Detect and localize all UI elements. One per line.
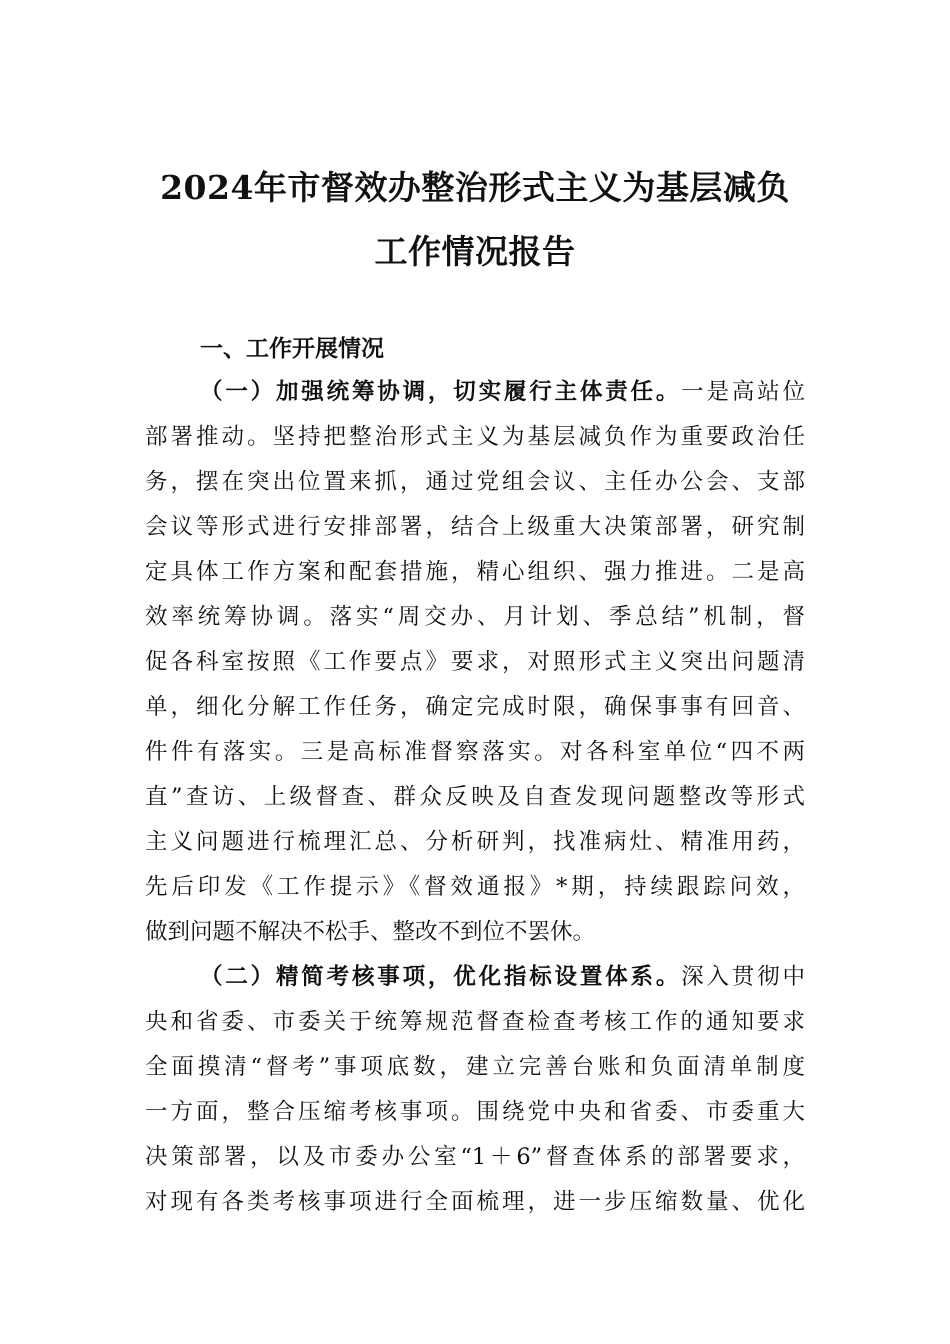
paragraph-2-line-5: 决策部署，以及市委办公室“1＋6”督查体系的部署要求， — [145, 1144, 805, 1170]
paragraph-1-line-10: 直”查访、上级督查、群众反映及自查发现问题整改等形式 — [145, 784, 805, 810]
paragraph-1-text: 一是高站位 — [681, 379, 805, 405]
paragraph-1-line-4: 会议等形式进行安排部署，结合上级重大决策部署，研究制 — [145, 514, 805, 540]
section-heading: 一、工作开展情况 — [200, 336, 384, 362]
paragraph-1-line-8: 单，细化分解工作任务，确定完成时限，确保事事有回音、 — [145, 694, 805, 720]
paragraph-2-text: 深入贯彻中 — [681, 964, 805, 990]
paragraph-2-line-3: 全面摸清“督考”事项底数，建立完善台账和负面清单制度 — [145, 1054, 805, 1080]
paragraph-2-line-2: 央和省委、市委关于统筹规范督查检查考核工作的通知要求 — [145, 1009, 805, 1035]
paragraph-1-line-12: 先后印发《工作提示》《督效通报》*期，持续跟踪问效， — [145, 874, 805, 900]
paragraph-1-line-1 — [200, 377, 805, 407]
paragraph-1-line-3: 务，摆在突出位置来抓，通过党组会议、主任办公会、支部 — [145, 469, 805, 495]
paragraph-1-line-11: 主义问题进行梳理汇总、分析研判，找准病灶、精准用药， — [145, 829, 805, 855]
document-title-line-2: 工作情况报告 — [374, 232, 576, 271]
paragraph-1-line-6: 效率统筹协调。落实“周交办、月计划、季总结”机制，督 — [145, 604, 805, 630]
paragraph-2-line-1 — [200, 962, 805, 992]
paragraph-2-line-4: 一方面，整合压缩考核事项。围绕党中央和省委、市委重大 — [145, 1099, 805, 1125]
document-title-line-1: 2024年市督效办整治形式主义为基层减负 — [160, 168, 790, 207]
paragraph-1-line-13: 做到问题不解决不松手、整改不到位不罢休。 — [145, 919, 596, 945]
paragraph-2-line-6: 对现有各类考核事项进行全面梳理，进一步压缩数量、优化 — [145, 1189, 805, 1215]
paragraph-2-lead: （二）精简考核事项，优化指标设置体系。 — [200, 964, 682, 990]
paragraph-1-lead: （一）加强统筹协调，切实履行主体责任。 — [200, 379, 682, 405]
paragraph-1-line-2: 部署推动。坚持把整治形式主义为基层减负作为重要政治任 — [145, 424, 805, 450]
paragraph-1-line-7: 促各科室按照《工作要点》要求，对照形式主义突出问题清 — [145, 649, 805, 675]
paragraph-1-line-5: 定具体工作方案和配套措施，精心组织、强力推进。二是高 — [145, 559, 805, 585]
paragraph-1-line-9: 件件有落实。三是高标准督察落实。对各科室单位“四不两 — [145, 739, 805, 765]
